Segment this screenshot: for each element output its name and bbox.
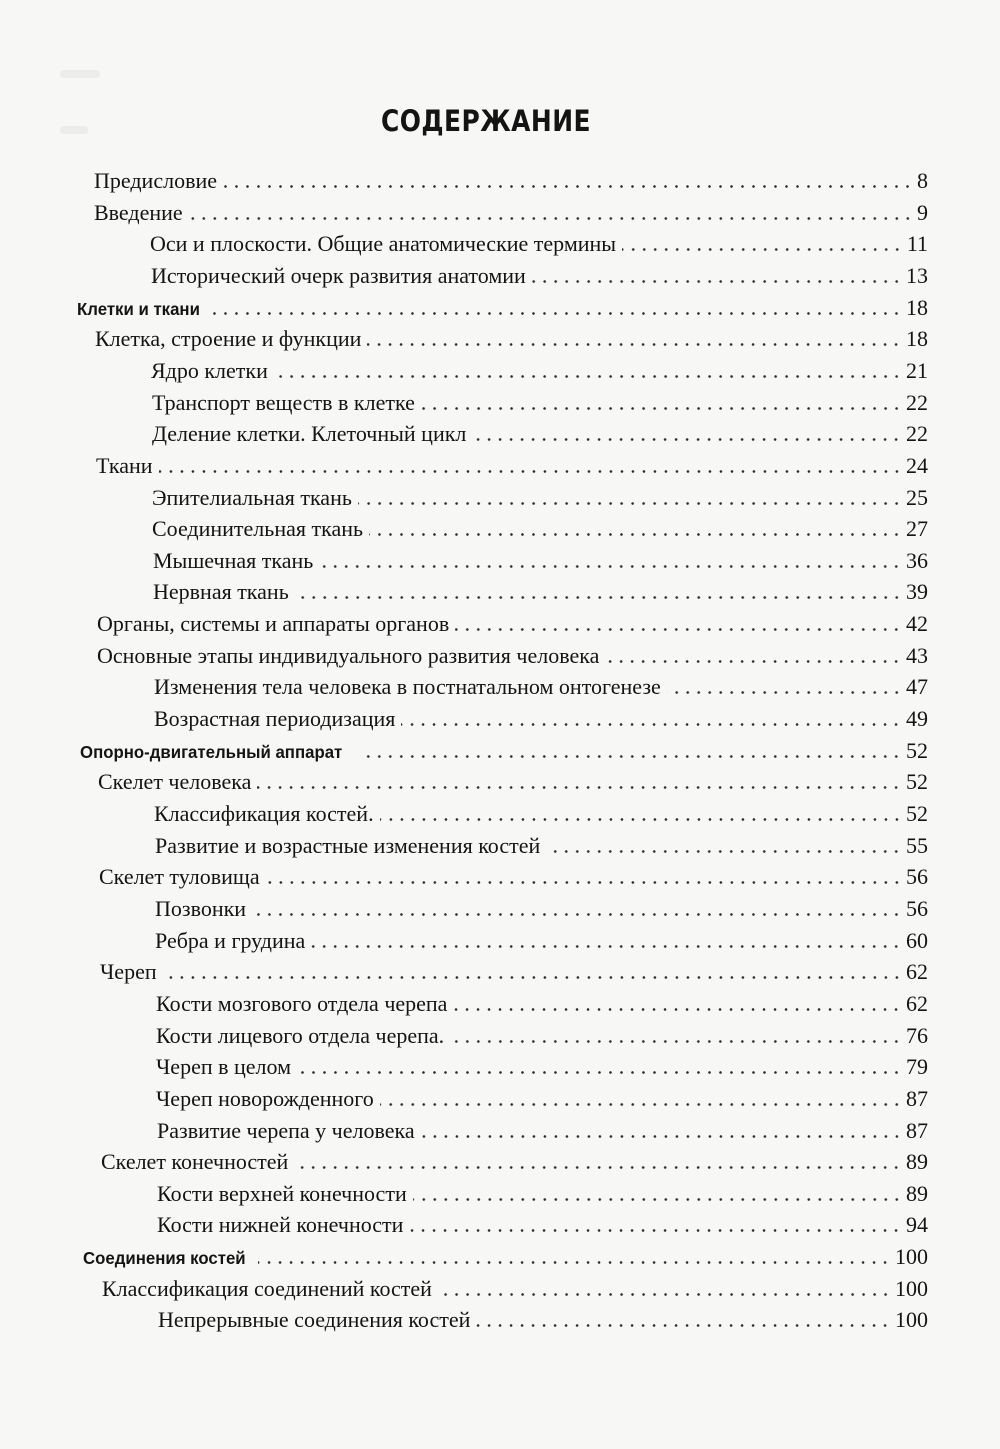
dot-leader [258,1261,891,1264]
toc-entry[interactable] [97,609,928,639]
toc-entry-page-number: 22 [906,421,928,447]
toc-entry-title: Транспорт веществ в клетке [152,389,415,415]
toc-entry-title: Скелет туловища [99,864,260,890]
toc-entry-page-number: 11 [906,231,928,257]
dot-leader [622,248,903,251]
toc-entry[interactable] [155,926,928,956]
toc-entry-title: Органы, системы и аппараты органов [97,611,450,637]
toc-entry-title: Оси и плоскости. Общие анатомические термины [150,231,617,257]
toc-entry[interactable] [157,1179,928,1209]
dot-leader [359,755,902,758]
toc-entry-page-number: 56 [906,895,928,921]
toc-entry-page-number: 52 [906,769,928,795]
toc-entry[interactable] [77,293,928,323]
toc-entry-page-number: 18 [906,326,928,352]
toc-entry[interactable] [80,736,928,766]
toc-entry-title: Кости мозгового отдела черепа [156,990,448,1016]
toc-entry[interactable] [150,229,928,259]
dot-leader [252,913,902,916]
dot-leader [211,312,902,315]
toc-entry-title: Возрастная периодизация [154,706,396,732]
toc-entry-title: Череп [100,959,157,985]
dot-leader [421,1135,902,1138]
dot-leader [421,407,902,410]
dot-leader [319,565,902,568]
toc-entry[interactable] [97,641,928,671]
toc-entry-title: Позвонки [155,895,247,921]
toc-entry[interactable] [156,1021,928,1051]
toc-entry-page-number: 100 [895,1275,928,1301]
dot-leader [294,1166,902,1169]
toc-entry-title: Соединительная ткань [152,516,364,542]
toc-entry-title: Развитие и возрастные изменения костей [155,832,541,858]
toc-entry-title: Череп в целом [156,1054,292,1080]
dot-leader [266,881,902,884]
toc-entry-title: Череп новорожденного [156,1085,374,1111]
dot-leader [163,976,902,979]
toc-entry[interactable] [156,1084,928,1114]
toc-entry-page-number: 52 [906,801,928,826]
toc-entry-page-number: 24 [906,452,928,478]
dot-leader [358,502,902,505]
toc-entry-page-number: 100 [895,1244,928,1270]
bleed-through-mark [60,70,100,78]
toc-entry-title: Непрерывные соединения костей [158,1307,471,1333]
toc-entry-title: Деление клетки. Клеточный цикл [152,421,467,447]
toc-entry[interactable] [99,862,928,892]
toc-entry-page-number: 39 [906,579,928,605]
dot-leader [413,1198,902,1201]
dot-leader [605,660,902,663]
toc-entry-title: Клетки и ткани [77,298,200,319]
toc-entry-page-number: 27 [906,516,928,542]
toc-entry-title: Кости верхней конечности [157,1180,407,1206]
toc-entry-title: Нервная ткань [153,579,289,605]
dot-leader [450,1040,902,1043]
toc-entry[interactable] [94,166,928,196]
toc-entry[interactable] [156,1052,928,1082]
toc-entry[interactable] [83,1242,928,1272]
dot-leader [159,470,902,473]
toc-entry-page-number: 89 [906,1149,928,1175]
toc-entry-title: Классификация костей. [154,801,374,826]
toc-entry-title: Исторический очерк развития анатомии [151,262,526,288]
dot-leader [455,628,902,631]
toc-entry-page-number: 79 [906,1054,928,1080]
dot-leader [667,691,902,694]
toc-entry-page-number: 62 [906,959,928,985]
toc-entry-title: Кости лицевого отдела черепа. [156,1022,445,1048]
toc-entry-page-number: 42 [906,611,928,637]
dot-leader [476,1324,891,1327]
toc-entry-title: Ребра и грудина [155,927,306,953]
toc-entry[interactable] [154,704,928,734]
toc-entry[interactable] [152,514,928,544]
dot-leader [401,723,902,726]
dot-leader [380,818,902,821]
toc-entry-page-number: 56 [906,864,928,890]
dot-leader [369,533,902,536]
dot-leader [297,1071,902,1074]
toc-entry-page-number: 62 [906,990,928,1016]
toc-entry-page-number: 18 [906,294,928,320]
toc-entry[interactable] [101,1147,928,1177]
dot-leader [189,217,913,220]
toc-entry[interactable] [95,324,928,354]
dot-leader [532,280,902,283]
dot-leader [274,375,902,378]
toc-entry[interactable] [156,989,928,1019]
toc-entry-page-number: 87 [906,1117,928,1143]
toc-entry-title: Клетка, строение и функции [95,326,362,352]
toc-entry[interactable] [157,1210,928,1240]
toc-entry-title: Классификация соединений костей [102,1275,432,1301]
toc-entry-title: Предисловие [94,168,217,193]
toc-entry-page-number: 55 [906,832,928,858]
toc-entry-title: Введение [94,199,183,225]
toc-entry-page-number: 13 [906,262,928,288]
toc-entry-page-number: 22 [906,389,928,415]
toc-entry-page-number: 87 [906,1085,928,1111]
toc-entry-page-number: 52 [906,737,928,763]
toc-entry[interactable] [96,451,928,481]
toc-entry[interactable] [98,767,928,797]
toc-entry[interactable] [94,198,928,228]
toc-entry[interactable] [153,546,928,576]
toc-entry[interactable] [153,577,928,607]
dot-leader [453,1008,902,1011]
toc-entry-title: Основные этапы индивидуального развития человека [97,642,600,668]
toc-entry[interactable] [152,483,928,513]
toc-entry[interactable] [157,1116,928,1146]
toc-entry[interactable] [151,261,928,291]
toc-entry-title: Скелет конечностей [101,1149,289,1175]
toc-entry-title: Изменения тела человека в постнатальном онтогенезе [154,674,661,700]
toc-entry-page-number: 25 [906,484,928,510]
dot-leader [257,786,902,789]
toc-entry[interactable] [151,356,928,386]
toc-entry-title: Скелет человека [98,769,252,795]
toc-entry-title: Кости нижней конечности [157,1212,404,1238]
toc-entry-page-number: 49 [906,706,928,732]
toc-entry-page-number: 21 [906,357,928,383]
dot-leader [380,1103,902,1106]
toc-entry[interactable] [155,894,928,924]
toc-entry-page-number: 47 [906,674,928,700]
toc-entry-page-number: 89 [906,1180,928,1206]
toc-entry-page-number: 76 [906,1022,928,1048]
dot-leader [409,1229,902,1232]
toc-entry[interactable] [155,831,928,861]
dot-leader [438,1293,891,1296]
page-title: СОДЕРЖАНИЕ [381,104,591,138]
toc-entry-title: Соединения костей [83,1248,246,1269]
dot-leader [223,185,913,188]
toc-entry-title: Эпителиальная ткань [152,484,352,510]
dot-leader [546,850,902,853]
toc-entry-page-number: 94 [906,1212,928,1238]
toc-entry[interactable] [158,1305,928,1335]
toc-entry[interactable] [152,388,928,418]
toc-entry-title: Ткани [96,452,153,478]
toc-entry-title: Опорно-двигательный аппарат [80,741,343,762]
dot-leader [311,945,902,948]
toc-entry-page-number: 9 [917,199,928,225]
toc-entry-page-number: 8 [917,168,928,193]
dot-leader [295,596,902,599]
toc-entry[interactable] [152,419,928,449]
toc-entry-title: Ядро клетки [151,357,268,383]
toc-entry-page-number: 43 [906,642,928,668]
toc-entry[interactable] [154,672,928,702]
dot-leader [472,438,902,441]
toc-entry-title: Развитие черепа у человека [157,1117,415,1143]
dot-leader [367,343,902,346]
toc-entry[interactable] [102,1274,928,1304]
toc-entry-page-number: 36 [906,547,928,573]
toc-entry-page-number: 100 [895,1307,928,1333]
toc-entry[interactable] [100,957,928,987]
toc-entry-title: Мышечная ткань [153,547,314,573]
toc-entry[interactable] [154,799,928,829]
toc-entry-page-number: 60 [906,927,928,953]
